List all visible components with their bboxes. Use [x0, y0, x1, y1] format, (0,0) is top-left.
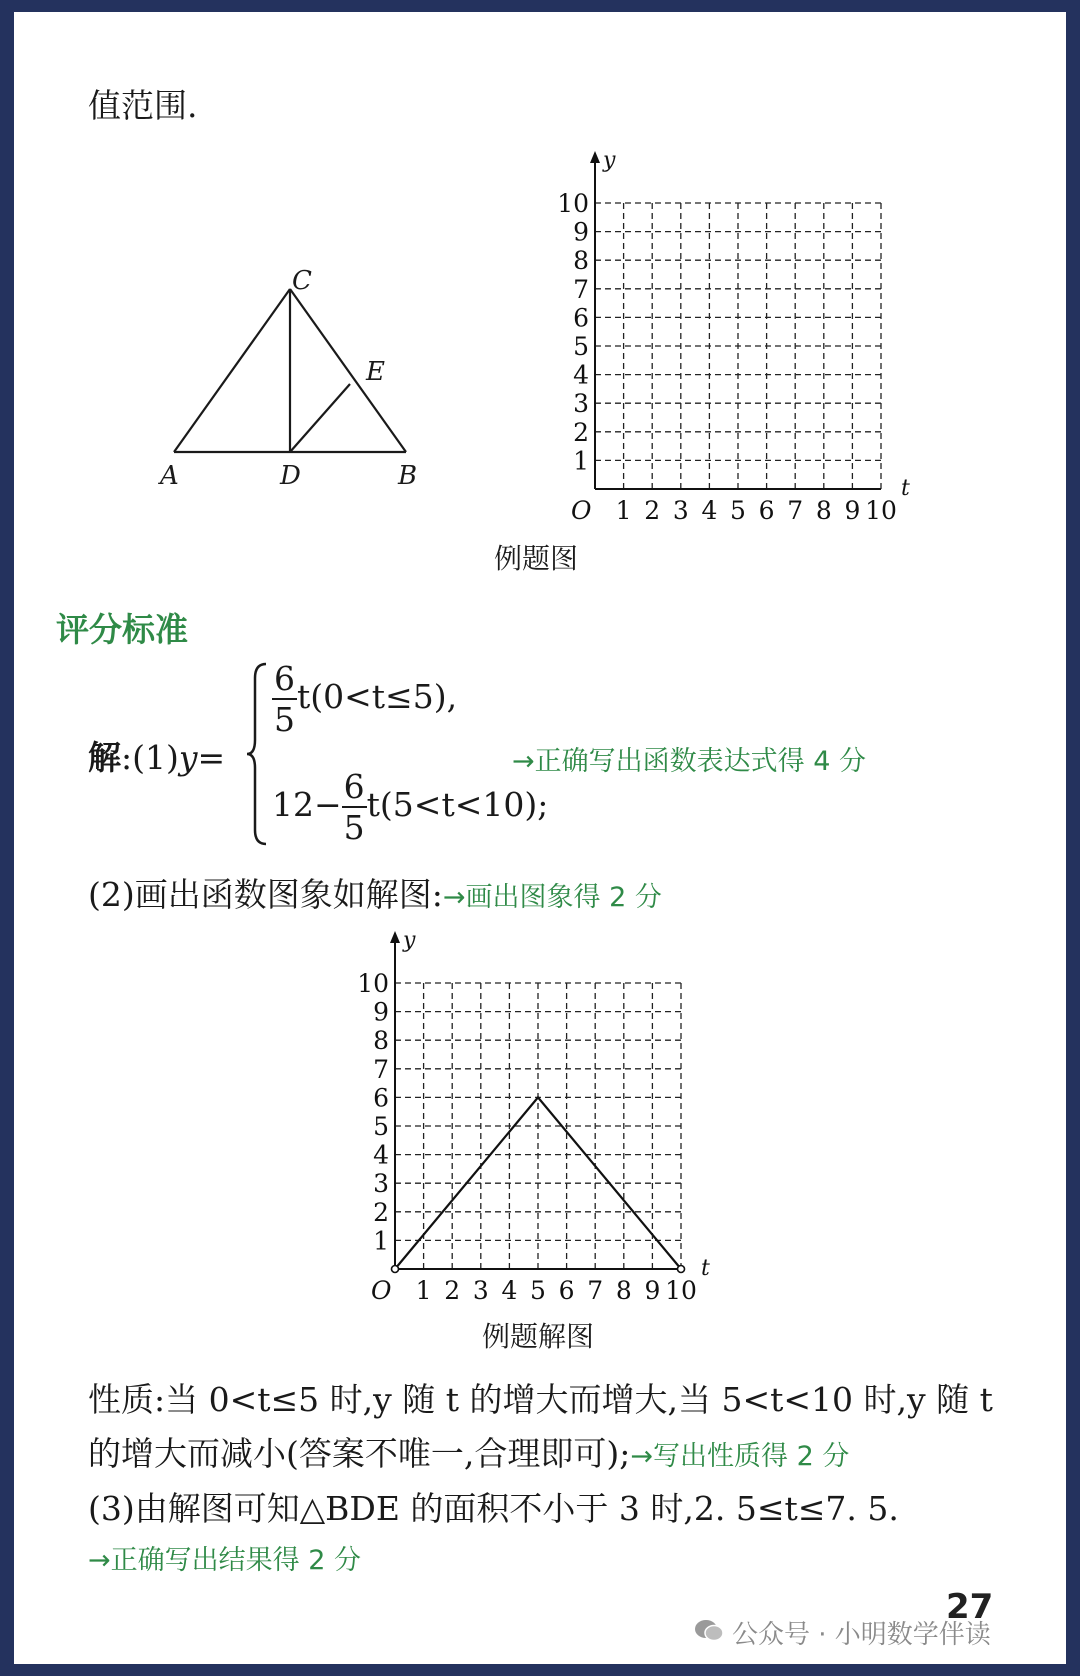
intro-text: 值范围.: [88, 86, 198, 125]
note-graph-score: →画出图象得 2 分: [442, 882, 662, 913]
solution-label: 解: [88, 738, 121, 777]
y-tick-label: 6: [373, 1083, 389, 1113]
label-d: D: [280, 461, 301, 491]
part1-prefix: :(1): [121, 738, 179, 777]
segment-cb: [290, 289, 406, 452]
y-tick-label: 5: [373, 1112, 389, 1141]
page: [14, 12, 1066, 1664]
x-tick-label: 6: [558, 1276, 575, 1305]
label-e: E: [366, 357, 385, 387]
segment-ac: [174, 289, 290, 452]
x-tick-label: 3: [472, 1276, 489, 1305]
property-line-2: [88, 1428, 849, 1475]
x-tick-label: 4: [501, 1276, 518, 1305]
property-line-1: 性质:当 0<t≤5 时,y 随 t 的增大而增大,当 5<t<10 时,y 随 t: [88, 1380, 993, 1419]
y-tick-label: 5: [573, 332, 589, 361]
series-endpoint: [678, 1266, 685, 1273]
piece2: [272, 767, 549, 847]
x-tick-label: 6: [758, 496, 775, 525]
x-tick-label: 7: [587, 1276, 604, 1305]
y-tick-label: 1: [573, 446, 589, 476]
segment-de: [290, 384, 350, 452]
y-tick-label: 10: [557, 189, 589, 218]
y-axis-arrow: [590, 151, 600, 163]
piece1-numerator: 6: [274, 659, 295, 698]
y-axis-label: y: [403, 928, 416, 953]
part1-lead: [88, 732, 225, 779]
y-tick-label: 2: [573, 417, 589, 447]
piece2-expression: t(5<t<10);: [366, 785, 549, 824]
label-c: C: [292, 266, 312, 296]
piecewise-brace: [246, 662, 270, 847]
note-function-score: →正确写出函数表达式得 4 分: [512, 746, 866, 777]
example-grid: [557, 137, 949, 527]
y-tick-label: 4: [373, 1140, 389, 1170]
x-tick-label: 1: [415, 1276, 432, 1305]
property-text-2: 的增大而减小(答案不唯一,合理即可);: [88, 1434, 631, 1473]
piece1-fraction: [272, 659, 297, 739]
y-tick-label: 4: [573, 360, 589, 390]
rubric-heading: 评分标准: [56, 610, 188, 649]
x-tick-label: 2: [444, 1276, 461, 1305]
x-tick-label: 9: [644, 1276, 661, 1305]
y-tick-label: 10: [357, 969, 389, 998]
piece1: [272, 659, 458, 739]
page-number: 27: [946, 1587, 994, 1627]
x-tick-label: 1: [615, 496, 632, 525]
x-tick-label: 5: [530, 1276, 546, 1305]
grid1-caption: 例题图: [494, 542, 579, 575]
x-tick-label: 5: [730, 496, 746, 525]
x-tick-label: 10: [665, 1276, 697, 1305]
triangle-figure: [144, 262, 434, 502]
y-tick-label: 7: [573, 274, 589, 304]
x-tick-label: 8: [815, 496, 832, 525]
x-tick-label: 8: [615, 1276, 632, 1305]
wechat-icon: [694, 1618, 724, 1642]
origin-label: O: [571, 496, 592, 525]
y-axis-arrow: [390, 931, 400, 943]
y-tick-label: 3: [373, 1169, 389, 1199]
note-result-score: →正确写出结果得 2 分: [88, 1545, 361, 1576]
part2-text: [88, 869, 662, 916]
x-tick-label: 4: [701, 496, 718, 525]
series-endpoint: [392, 1266, 399, 1273]
y-tick-label: 2: [373, 1197, 389, 1227]
solution-chart: [357, 917, 749, 1307]
y-axis-label: y: [603, 148, 616, 173]
y-tick-label: 9: [573, 217, 589, 247]
part3-text: (3)由解图可知△BDE 的面积不小于 3 时,2. 5≤t≤7. 5.: [88, 1489, 899, 1528]
chart-caption: 例题解图: [482, 1320, 595, 1353]
note-property-score: →写出性质得 2 分: [630, 1441, 850, 1472]
y-tick-label: 8: [573, 246, 589, 276]
y-tick-label: 8: [373, 1026, 389, 1056]
y-tick-label: 3: [573, 389, 589, 419]
part2-statement: (2)画出函数图象如解图:: [88, 875, 443, 914]
x-tick-label: 3: [672, 496, 689, 525]
y-tick-label: 9: [373, 997, 389, 1027]
y-tick-label: 7: [373, 1054, 389, 1084]
x-axis-label: t: [901, 476, 910, 501]
piece2-fraction: [342, 767, 367, 847]
piece2-denominator: 5: [343, 808, 365, 847]
piece2-lead: 12−: [272, 785, 342, 824]
equals-sign: =: [197, 738, 226, 777]
piece2-numerator: 6: [343, 767, 365, 806]
x-axis-label: t: [701, 1256, 710, 1281]
x-tick-label: 7: [787, 496, 804, 525]
x-tick-label: 10: [865, 496, 897, 525]
label-a: A: [160, 461, 179, 491]
watermark-text: 公众号 · 小明数学伴读: [732, 1620, 991, 1650]
x-tick-label: 2: [644, 496, 661, 525]
piece1-expression: t(0<t≤5),: [297, 677, 458, 716]
label-b: B: [398, 461, 418, 491]
y-tick-label: 6: [573, 303, 589, 333]
origin-label: O: [371, 1276, 392, 1305]
y-tick-label: 1: [373, 1226, 389, 1256]
piece1-denominator: 5: [274, 700, 295, 739]
y-variable: y: [178, 738, 198, 777]
x-tick-label: 9: [844, 496, 861, 525]
